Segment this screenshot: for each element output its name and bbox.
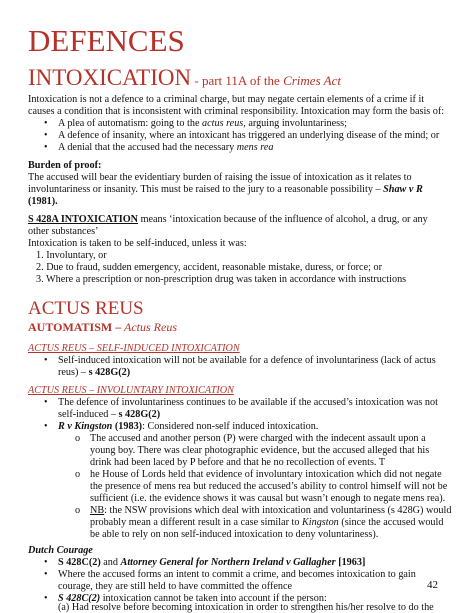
heading-intoxication-act: Crimes Act: [283, 73, 341, 88]
intro-line-2: causes a condition that is inconsistent with criminal responsibility. Intoxication may form the basis of:: [28, 106, 445, 117]
intro-line-1: Intoxication is not a defence to a criminal charge, but may negate certain elements of a crime if it: [28, 94, 425, 105]
s428a-line-1: S 428A INTOXICATION means ‘intoxication because of the influence of alcohol, a drug, or any: [28, 214, 428, 225]
kingston-o1-line-2: young boy. There was clear photographic evidence, but the accused alleged that his: [90, 445, 430, 456]
circle-bullet-icon: o: [75, 433, 81, 444]
circle-bullet-icon: o: [75, 469, 81, 480]
burden-line-3: (1981).: [28, 196, 58, 207]
burden-title: Burden of proof:: [28, 160, 102, 171]
bullet-icon: •: [44, 142, 48, 153]
bullet-icon: •: [44, 118, 48, 129]
bullet-icon: •: [44, 557, 48, 568]
heading-intoxication-main: INTOXICATION: [28, 65, 192, 90]
bullet-icon: •: [44, 569, 48, 580]
heading-automatism: AUTOMATISM – Actus Reus: [28, 320, 178, 334]
involuntary-title: ACTUS REUS – INVOLUNTARY INTOXICATION: [28, 385, 234, 396]
intro-bullet-3: A denial that the accused had the necessary mens rea: [58, 142, 274, 153]
bullet-icon: •: [44, 593, 48, 604]
title-defences: DEFENCES: [28, 23, 185, 58]
self-induced-line-1: Self-induced intoxication will not be available for a defence of involuntariness (lack of actus: [58, 355, 436, 366]
bullet-icon: •: [44, 397, 48, 408]
bullet-icon: •: [44, 421, 48, 432]
s428a-line-3: Intoxication is taken to be self-induced, unless it was:: [28, 238, 247, 249]
kingston-o3-line-3: be able to rely on non self-induced intoxication to deny voluntariness).: [90, 529, 379, 540]
circle-bullet-icon: o: [75, 505, 81, 516]
burden-line-2: involuntariness or insanity. This must be raised to the jury to a reasonable possibility – Shaw v R: [28, 184, 423, 195]
dutch-b3-line-1: S 428C(2) intoxication cannot be taken into account if the person:: [58, 593, 327, 604]
bullet-icon: •: [44, 130, 48, 141]
kingston-case: R v Kingston (1983): Considered non-self induced intoxication.: [58, 421, 319, 432]
bullet-icon: •: [44, 355, 48, 366]
involuntary-b1-line-2: self-induced – s 428G(2): [58, 409, 161, 420]
self-induced-line-2: reus) – s 428G(2): [58, 367, 131, 378]
page-number: 42: [427, 579, 438, 591]
heading-intoxication-sub: - part 11A of the: [191, 73, 284, 88]
kingston-o1-line-3: drink had been laced by P before and that he no recollection of events. T: [90, 457, 386, 468]
heading-actus-reus: ACTUS REUS: [28, 298, 144, 319]
s428a-item-2: 2. Due to fraud, sudden emergency, accident, reasonable mistake, duress, or force; or: [36, 262, 382, 273]
s428a-item-1: 1. Involuntary, or: [36, 250, 107, 261]
kingston-o3-line-1: NB: the NSW provisions which deal with intoxication and voluntariness (s 428G) would: [90, 505, 452, 516]
s428a-item-3: 3. Where a prescription or non-prescription drug was taken in accordance with instructions: [36, 274, 407, 285]
dutch-b2-line-1: Where the accused forms an intent to commit a crime, and becomes intoxication to gain: [58, 569, 416, 580]
kingston-o3-line-2: probably mean a different result in a case similar to Kingston (since the accused would: [90, 517, 444, 528]
intro-bullet-2: A defence of insanity, where an intoxicant has triggered an underlying disease of the mind; or: [58, 130, 440, 141]
burden-line-1: The accused will bear the evidentiary burden of raising the issue of intoxication as it relates to: [28, 172, 412, 183]
s428a-line-2: other substances’: [28, 226, 99, 237]
dutch-courage-title: Dutch Courage: [28, 545, 93, 556]
kingston-o1-line-1: The accused and another person (P) were charged with the indecent assault upon a: [90, 433, 426, 444]
kingston-o2-line-2: the presence of mens rea but reduced the accused’s ability to control himself will not be: [90, 481, 448, 492]
intro-bullet-1: A plea of automatism: going to the actus reus, arguing involuntariness;: [58, 118, 347, 129]
dutch-b1: S 428C(2) and Attorney General for Northern Ireland v Gallagher [1963]: [58, 557, 366, 568]
dutch-b2-line-2: courage, they are still held to have committed the offence: [58, 581, 293, 592]
involuntary-b1-line-1: The defence of involuntariness continues to be available if the accused’s intoxication was not: [58, 397, 438, 408]
dutch-b3-line-2: (a) Had resolve before becoming intoxication in order to strengthen his/her resolve to do the: [58, 602, 434, 613]
s428a-ref: S 428A INTOXICATION: [28, 214, 139, 225]
self-induced-title: ACTUS REUS – SELF-INDUCED INTOXICATION: [28, 343, 240, 354]
heading-intoxication: [28, 65, 341, 94]
kingston-o2-line-3: sufficient (i.e. the evidence shows it was causal but wasn’t enough to negate mens rea).: [90, 493, 446, 504]
kingston-o2-line-1: he House of Lords held that evidence of involuntary intoxication which did not negate: [90, 469, 442, 480]
